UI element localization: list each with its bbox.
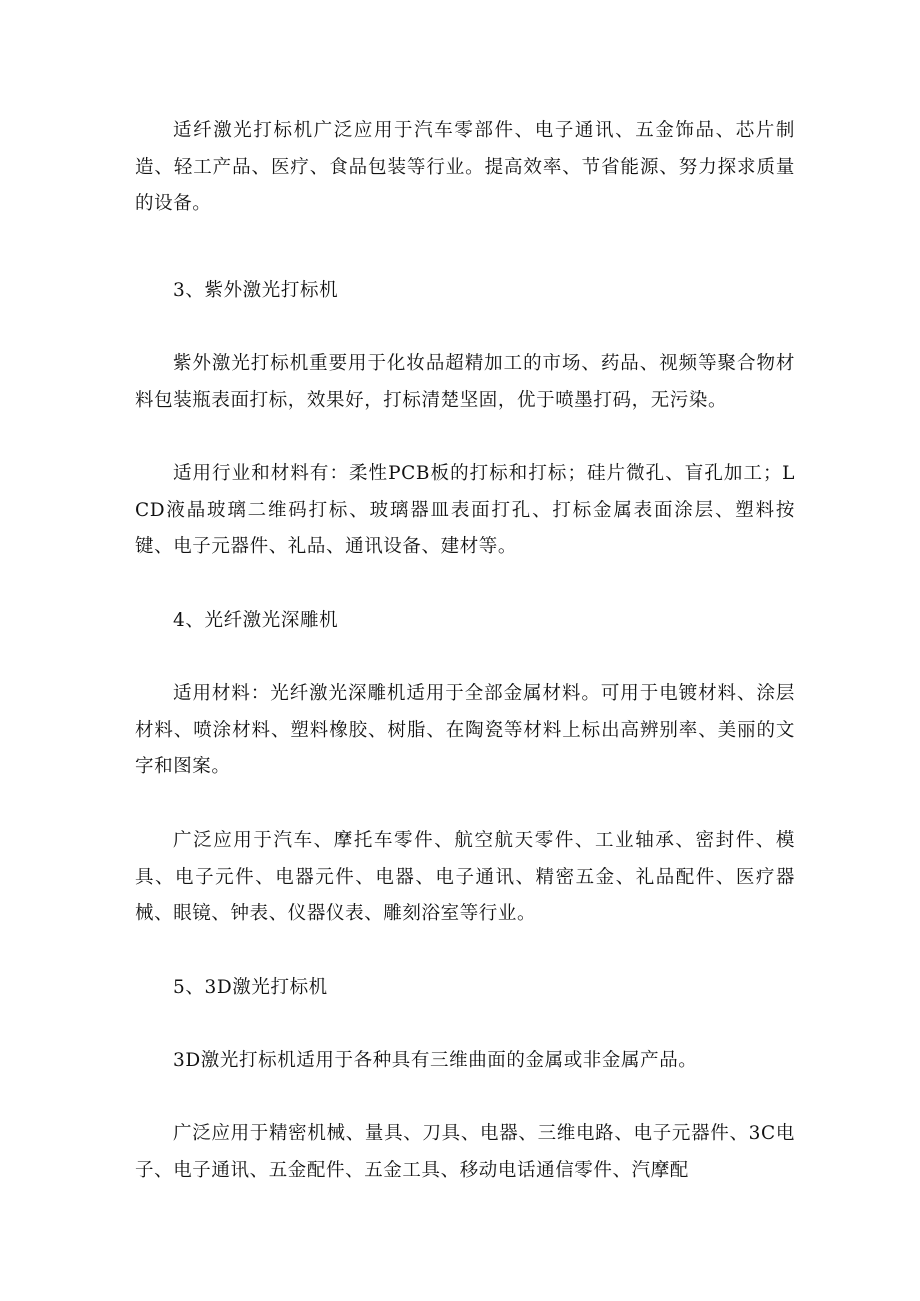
section-heading-uv-laser: 3、紫外激光打标机 bbox=[173, 280, 339, 301]
paragraph-deep-engraving-materials: 适用材料：光纤激光深雕机适用于全部金属材料。可用于电镀材料、涂层材料、喷涂材料、塑料橡胶、树脂、在陶瓷等材料上标出高辨别率、美丽的文字和图案。 bbox=[135, 683, 795, 777]
paragraph-3d-laser-description: 3D激光打标机适用于各种具有三维曲面的金属或非金属产品。 bbox=[173, 1050, 698, 1071]
paragraph-uv-laser-description: 紫外激光打标机重要用于化妆品超精加工的市场、药品、视频等聚合物材料包装瓶表面打标，效果好，打标清楚坚固，优于喷墨打码，无污染。 bbox=[135, 353, 795, 411]
section-heading-fiber-deep-engraving: 4、光纤激光深雕机 bbox=[173, 610, 339, 631]
paragraph-uv-laser-industries: 适用行业和材料有：柔性PCB板的打标和打标；硅片微孔、盲孔加工；LCD液晶玻璃二维码打标、玻璃器皿表面打孔、打标金属表面涂层、塑料按键、电子元器件、礼品、通讯设备、建材等。 bbox=[135, 463, 795, 557]
paragraph-deep-engraving-industries: 广泛应用于汽车、摩托车零件、航空航天零件、工业轴承、密封件、模具、电子元件、电器元件、电器、电子通讯、精密五金、礼品配件、医疗器械、眼镜、钟表、仪器仪表、雕刻浴室等行业。 bbox=[135, 830, 795, 924]
paragraph-3d-laser-industries: 广泛应用于精密机械、量具、刀具、电器、三维电路、电子元器件、3C电子、电子通讯、五金配件、五金工具、移动电话通信零件、汽摩配 bbox=[135, 1123, 795, 1181]
section-heading-3d-laser: 5、3D激光打标机 bbox=[173, 977, 328, 998]
paragraph-fiber-laser-applications: 适纤激光打标机广泛应用于汽车零部件、电子通讯、五金饰品、芯片制造、轻工产品、医疗、食品包装等行业。提高效率、节省能源、努力探求质量的设备。 bbox=[135, 120, 795, 214]
